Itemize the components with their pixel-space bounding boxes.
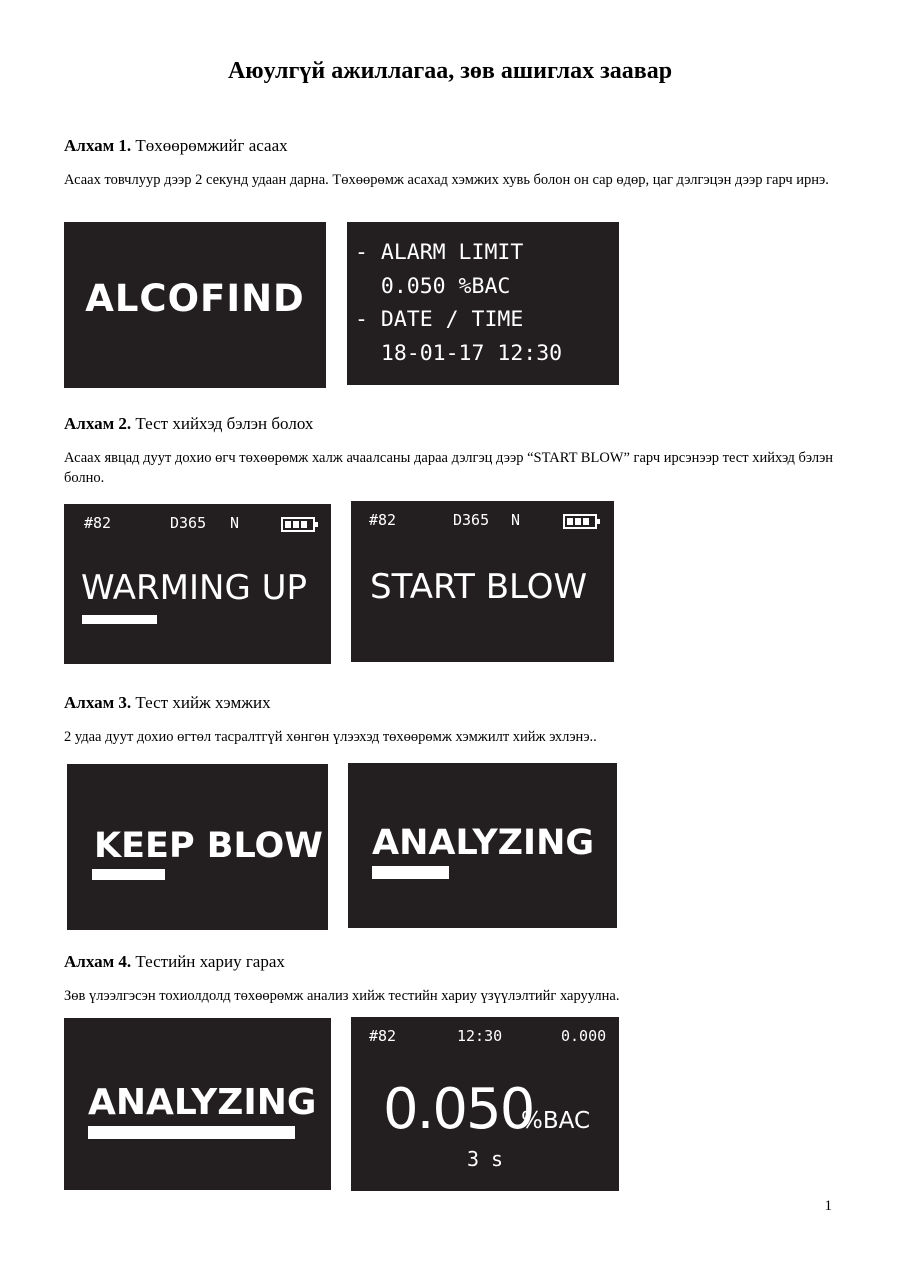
warming-up-text: WARMING UP: [81, 568, 307, 608]
logo-screen: [64, 222, 326, 388]
step-1-text: Асаах товчлуур дээр 2 секунд удаан дарна. Төхөөрөмж асахад хэмжих хувь болон он сар өдөр, цаг дэлгэцэн дээр гарч ирнэ.: [64, 172, 829, 188]
step-4-heading: [64, 952, 285, 972]
start-blow-text: START BLOW: [370, 567, 588, 607]
analyzing-text: ANALYZING: [88, 1082, 317, 1123]
date-time-line: - DATE / TIME: [355, 307, 524, 332]
result-status-bar: [369, 1027, 605, 1049]
date-time-value-line: 18-01-17 12:30: [355, 340, 563, 366]
bac-result-value: 0.050: [383, 1077, 534, 1142]
page-title: Аюулгүй ажиллагаа, зөв ашиглах заавар: [227, 58, 673, 84]
status-bar: [82, 514, 317, 536]
analyzing-progress-bar: [372, 866, 449, 879]
previous-result: 0.000: [561, 1027, 607, 1045]
status-bar: [369, 511, 600, 533]
battery-icon: [563, 514, 597, 529]
analyzing-text: ANALYZING: [372, 823, 595, 863]
alcofind-logo: ALCOFIND: [85, 277, 305, 320]
calibration-days: D365: [170, 514, 207, 532]
keep-blow-screen: [67, 764, 328, 930]
keep-blow-progress-bar: [92, 869, 165, 880]
step-2-title: Тест хийхэд бэлэн болох: [135, 414, 314, 433]
step-4-label: Алхам 4.: [64, 952, 132, 971]
result-time: 12:30: [457, 1027, 503, 1045]
test-count: #82: [84, 514, 112, 532]
alarm-settings-screen: [347, 222, 619, 385]
step-2-label: Алхам 2.: [64, 414, 132, 433]
bac-unit: %BAC: [521, 1108, 591, 1134]
step-3-heading: [64, 693, 271, 713]
analyzing-screen-step-4: [64, 1018, 331, 1190]
analyzing-screen-step-3: [348, 763, 617, 928]
calibration-days: D365: [453, 511, 490, 529]
result-screen: [351, 1017, 619, 1191]
step-2-heading: [64, 414, 313, 434]
battery-icon: [281, 517, 315, 532]
step-4-text: Зөв үлээлгэсэн тохиолдолд төхөөрөмж анализ хийж тестийн хариу үзүүлэлтийг харуулна.: [64, 988, 620, 1004]
keep-blow-text: KEEP BLOW: [94, 826, 323, 866]
step-3-title: Тест хийж хэмжих: [135, 693, 271, 712]
alarm-limit-line: - ALARM LIMIT: [355, 240, 524, 265]
analyzing-progress-bar-full: [88, 1126, 295, 1139]
step-1-title: Төхөөрөмжийг асаах: [135, 136, 288, 155]
step-4-title: Тестийн хариу гарах: [135, 952, 285, 971]
step-1-label: Алхам 1.: [64, 136, 132, 155]
step-3-label: Алхам 3.: [64, 693, 132, 712]
test-count: #82: [369, 511, 397, 529]
mode-indicator: N: [230, 514, 240, 532]
mode-indicator: N: [511, 511, 521, 529]
warming-progress-bar: [82, 615, 157, 624]
step-3-text: 2 удаа дуут дохио өгтөл тасралтгүй хөнгөн үлээхэд төхөөрөмж хэмжилт хийж эхлэнэ..: [64, 729, 597, 745]
warming-up-screen: [64, 504, 331, 664]
result-test-count: #82: [369, 1027, 397, 1045]
page-number: 1: [824, 1198, 832, 1214]
result-timer: 3 s: [466, 1147, 504, 1171]
step-1-heading: [64, 136, 288, 156]
step-2-text: Асаах явцад дуут дохио өгч төхөөрөмж халж ачаалсаны дараа дэлгэц дээр “START BLOW” гарч ирсэнээр тест хийхэд бэлэн болно.: [64, 450, 834, 486]
alarm-value-line: 0.050 %BAC: [355, 273, 511, 299]
start-blow-screen: [351, 501, 614, 662]
